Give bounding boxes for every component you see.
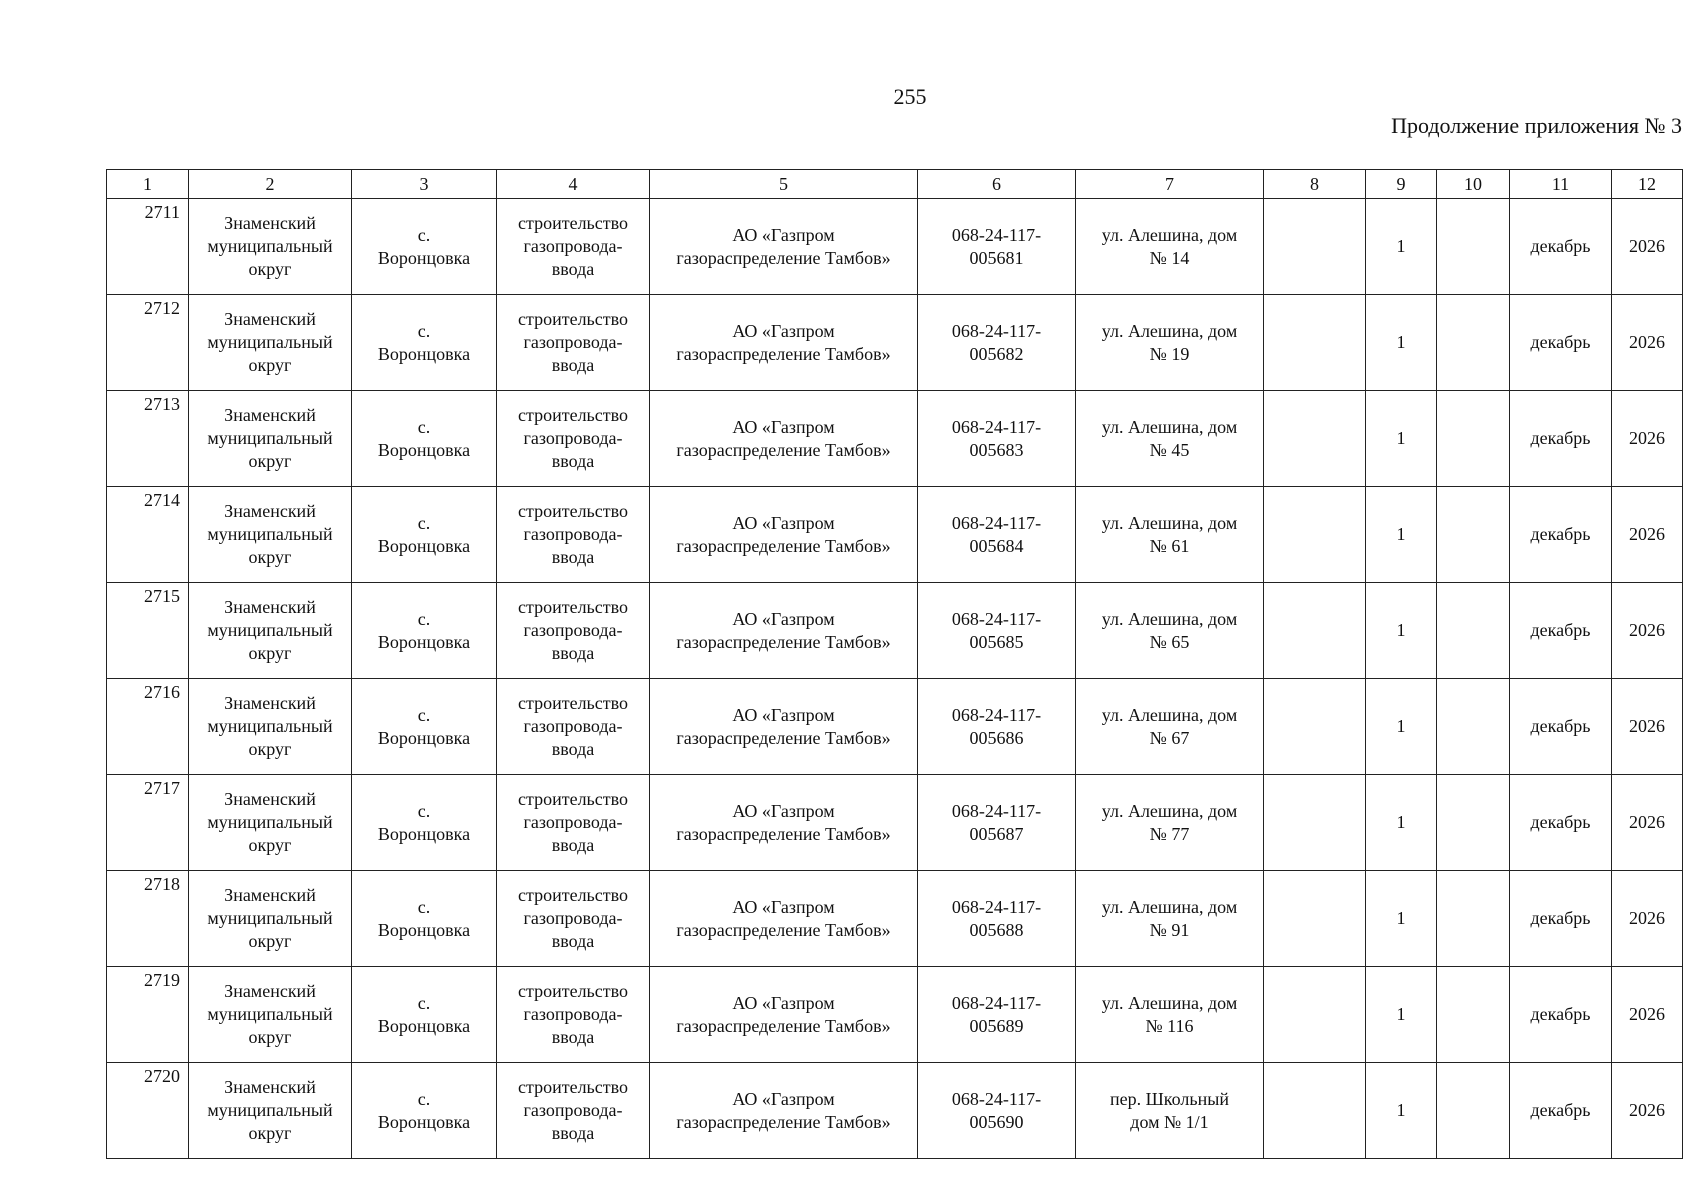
cell-work-type-line: строительство	[518, 789, 628, 809]
cell-month: декабрь	[1510, 295, 1612, 391]
cell-organization-line: газораспределение Тамбов»	[676, 1015, 891, 1036]
cell-year: 2026	[1612, 391, 1683, 487]
cell-organization	[650, 295, 918, 391]
cell-row-number: 2718	[107, 871, 189, 967]
cell-col8	[1264, 1063, 1366, 1159]
cell-address	[1076, 871, 1264, 967]
cell-organization-line: АО «Газпром	[732, 992, 835, 1013]
column-number-row	[107, 170, 1683, 199]
cell-settlement-line: с.	[417, 896, 431, 917]
cell-work-type	[497, 391, 650, 487]
cell-address-line: № 91	[1149, 919, 1190, 940]
cell-organization-line: АО «Газпром	[732, 608, 835, 629]
cell-settlement-line: Воронцовка	[377, 247, 471, 268]
cell-address-line: ул. Алешина, дом	[1101, 224, 1238, 245]
cell-settlement-line: с.	[417, 1088, 431, 1109]
cell-address	[1076, 391, 1264, 487]
cell-work-type-line: ввода	[551, 739, 595, 759]
cell-organization-line: газораспределение Тамбов»	[676, 535, 891, 556]
cell-settlement-line: Воронцовка	[377, 823, 471, 844]
table-row	[107, 871, 1683, 967]
cell-work-type-line: строительство	[518, 981, 628, 1001]
cell-work-type-line: ввода	[551, 259, 595, 279]
cell-quantity: 1	[1366, 199, 1437, 295]
cell-district-line: муниципальный	[207, 908, 333, 928]
cell-work-type-line: газопровода-	[523, 908, 623, 928]
column-header: 5	[650, 170, 918, 199]
cell-district-line: Знаменский	[224, 309, 316, 329]
cell-district-line: муниципальный	[207, 620, 333, 640]
cell-organization	[650, 871, 918, 967]
cell-settlement-line: с.	[417, 224, 431, 245]
cell-settlement-line: Воронцовка	[377, 1015, 471, 1036]
cell-address-line: пер. Школьный	[1110, 1088, 1229, 1109]
cell-district	[189, 583, 352, 679]
cell-work-type-line: газопровода-	[523, 716, 623, 736]
cell-work-type-line: газопровода-	[523, 1004, 623, 1024]
cell-district	[189, 199, 352, 295]
column-header: 9	[1366, 170, 1437, 199]
cell-settlement-line: Воронцовка	[377, 1111, 471, 1132]
cell-organization-line: АО «Газпром	[732, 704, 835, 725]
cell-district	[189, 391, 352, 487]
cell-settlement-line: с.	[417, 320, 431, 341]
cell-district-line: муниципальный	[207, 1004, 333, 1024]
cell-year: 2026	[1612, 1063, 1683, 1159]
cell-quantity: 1	[1366, 775, 1437, 871]
column-header: 7	[1076, 170, 1264, 199]
cell-work-type-line: газопровода-	[523, 332, 623, 352]
cell-work-type	[497, 871, 650, 967]
cell-object-code-line: 005681	[969, 247, 1024, 268]
cell-district	[189, 1063, 352, 1159]
cell-district-line: Знаменский	[224, 981, 316, 1001]
cell-settlement-line: Воронцовка	[377, 919, 471, 940]
cell-work-type-line: газопровода-	[523, 236, 623, 256]
cell-district-line: округ	[248, 1123, 292, 1143]
cell-row-number: 2713	[107, 391, 189, 487]
cell-organization-line: АО «Газпром	[732, 1088, 835, 1109]
cell-settlement-line: Воронцовка	[377, 439, 471, 460]
cell-col10	[1437, 679, 1510, 775]
cell-settlement-line: Воронцовка	[377, 631, 471, 652]
cell-row-number: 2720	[107, 1063, 189, 1159]
page-number: 255	[893, 84, 927, 109]
cell-quantity: 1	[1366, 487, 1437, 583]
cell-row-number: 2711	[107, 199, 189, 295]
cell-settlement	[352, 775, 497, 871]
cell-work-type-line: ввода	[551, 1027, 595, 1047]
cell-work-type-line: ввода	[551, 1123, 595, 1143]
appendix-continuation-label: Продолжение приложения № 3	[1391, 113, 1682, 138]
cell-district	[189, 967, 352, 1063]
cell-object-code-line: 005688	[969, 919, 1024, 940]
cell-address-line: № 77	[1149, 823, 1190, 844]
cell-address-line: № 61	[1149, 535, 1190, 556]
cell-month: декабрь	[1510, 199, 1612, 295]
cell-district-line: округ	[248, 259, 292, 279]
cell-address-line: ул. Алешина, дом	[1101, 608, 1238, 629]
cell-object-code-line: 005685	[969, 631, 1024, 652]
cell-district	[189, 679, 352, 775]
cell-object-code	[918, 583, 1076, 679]
cell-object-code-line: 005689	[969, 1015, 1024, 1036]
cell-organization-line: газораспределение Тамбов»	[676, 631, 891, 652]
cell-month: декабрь	[1510, 775, 1612, 871]
cell-district	[189, 871, 352, 967]
cell-work-type-line: газопровода-	[523, 812, 623, 832]
cell-organization	[650, 487, 918, 583]
cell-object-code-line: 005687	[969, 823, 1024, 844]
cell-district-line: Знаменский	[224, 885, 316, 905]
cell-district-line: округ	[248, 1027, 292, 1047]
cell-col8	[1264, 391, 1366, 487]
cell-work-type-line: строительство	[518, 693, 628, 713]
cell-row-number: 2719	[107, 967, 189, 1063]
cell-settlement-line: с.	[417, 416, 431, 437]
cell-row-number: 2714	[107, 487, 189, 583]
cell-object-code-line: 068-24-117-	[951, 704, 1042, 725]
cell-object-code	[918, 1063, 1076, 1159]
column-header: 8	[1264, 170, 1366, 199]
cell-work-type-line: строительство	[518, 1077, 628, 1097]
cell-address-line: № 19	[1149, 343, 1190, 364]
cell-organization-line: АО «Газпром	[732, 224, 835, 245]
cell-work-type-line: ввода	[551, 931, 595, 951]
table-row	[107, 295, 1683, 391]
cell-district-line: муниципальный	[207, 716, 333, 736]
cell-organization-line: газораспределение Тамбов»	[676, 823, 891, 844]
cell-district	[189, 487, 352, 583]
cell-col10	[1437, 583, 1510, 679]
cell-quantity: 1	[1366, 967, 1437, 1063]
cell-year: 2026	[1612, 871, 1683, 967]
cell-district-line: муниципальный	[207, 236, 333, 256]
cell-district-line: округ	[248, 547, 292, 567]
cell-col8	[1264, 775, 1366, 871]
cell-district-line: округ	[248, 355, 292, 375]
cell-year: 2026	[1612, 775, 1683, 871]
cell-settlement	[352, 295, 497, 391]
cell-address-line: № 14	[1149, 247, 1190, 268]
cell-organization	[650, 1063, 918, 1159]
cell-organization-line: газораспределение Тамбов»	[676, 343, 891, 364]
cell-col10	[1437, 871, 1510, 967]
cell-district-line: муниципальный	[207, 524, 333, 544]
table-body	[107, 199, 1683, 1159]
registry-table	[106, 169, 1683, 1159]
cell-work-type-line: газопровода-	[523, 620, 623, 640]
cell-organization-line: газораспределение Тамбов»	[676, 1111, 891, 1132]
cell-quantity: 1	[1366, 295, 1437, 391]
cell-address-line: ул. Алешина, дом	[1101, 896, 1238, 917]
cell-year: 2026	[1612, 583, 1683, 679]
cell-organization	[650, 199, 918, 295]
cell-object-code-line: 068-24-117-	[951, 320, 1042, 341]
cell-col8	[1264, 583, 1366, 679]
table-row	[107, 775, 1683, 871]
cell-year: 2026	[1612, 967, 1683, 1063]
cell-organization-line: АО «Газпром	[732, 512, 835, 533]
cell-object-code-line: 068-24-117-	[951, 416, 1042, 437]
cell-work-type-line: ввода	[551, 835, 595, 855]
cell-organization-line: АО «Газпром	[732, 416, 835, 437]
cell-address	[1076, 199, 1264, 295]
cell-district-line: Знаменский	[224, 789, 316, 809]
cell-quantity: 1	[1366, 1063, 1437, 1159]
cell-settlement-line: с.	[417, 704, 431, 725]
cell-district	[189, 295, 352, 391]
table-row	[107, 487, 1683, 583]
cell-address-line: ул. Алешина, дом	[1101, 416, 1238, 437]
cell-quantity: 1	[1366, 871, 1437, 967]
cell-work-type	[497, 775, 650, 871]
cell-address-line: № 45	[1149, 439, 1190, 460]
cell-address-line: ул. Алешина, дом	[1101, 512, 1238, 533]
cell-year: 2026	[1612, 295, 1683, 391]
cell-row-number: 2712	[107, 295, 189, 391]
cell-col10	[1437, 1063, 1510, 1159]
cell-address-line: № 65	[1149, 631, 1190, 652]
cell-settlement-line: с.	[417, 512, 431, 533]
cell-object-code-line: 068-24-117-	[951, 512, 1042, 533]
cell-col8	[1264, 871, 1366, 967]
cell-settlement-line: с.	[417, 992, 431, 1013]
column-header: 4	[497, 170, 650, 199]
cell-district-line: Знаменский	[224, 213, 316, 233]
cell-object-code-line: 068-24-117-	[951, 992, 1042, 1013]
cell-settlement	[352, 391, 497, 487]
cell-organization	[650, 679, 918, 775]
cell-organization	[650, 391, 918, 487]
cell-row-number: 2717	[107, 775, 189, 871]
cell-object-code-line: 068-24-117-	[951, 896, 1042, 917]
cell-settlement-line: с.	[417, 800, 431, 821]
cell-district-line: округ	[248, 643, 292, 663]
cell-district-line: Знаменский	[224, 693, 316, 713]
cell-settlement	[352, 871, 497, 967]
cell-district-line: округ	[248, 451, 292, 471]
cell-work-type	[497, 1063, 650, 1159]
cell-address-line: дом № 1/1	[1130, 1111, 1209, 1132]
cell-organization-line: газораспределение Тамбов»	[676, 727, 891, 748]
table-row	[107, 1063, 1683, 1159]
cell-settlement-line: с.	[417, 608, 431, 629]
cell-work-type	[497, 295, 650, 391]
cell-district-line: Знаменский	[224, 597, 316, 617]
cell-work-type-line: ввода	[551, 643, 595, 663]
cell-col10	[1437, 295, 1510, 391]
cell-organization-line: газораспределение Тамбов»	[676, 247, 891, 268]
cell-address	[1076, 1063, 1264, 1159]
cell-col8	[1264, 295, 1366, 391]
table-row	[107, 679, 1683, 775]
column-header: 11	[1510, 170, 1612, 199]
table-row	[107, 967, 1683, 1063]
cell-object-code	[918, 775, 1076, 871]
cell-month: декабрь	[1510, 871, 1612, 967]
cell-settlement-line: Воронцовка	[377, 535, 471, 556]
cell-address	[1076, 583, 1264, 679]
cell-object-code	[918, 295, 1076, 391]
cell-object-code	[918, 391, 1076, 487]
cell-col10	[1437, 487, 1510, 583]
cell-month: декабрь	[1510, 1063, 1612, 1159]
cell-quantity: 1	[1366, 679, 1437, 775]
cell-district-line: Знаменский	[224, 405, 316, 425]
cell-address	[1076, 679, 1264, 775]
cell-district-line: округ	[248, 835, 292, 855]
cell-year: 2026	[1612, 487, 1683, 583]
cell-col10	[1437, 391, 1510, 487]
cell-address-line: ул. Алешина, дом	[1101, 704, 1238, 725]
cell-organization-line: газораспределение Тамбов»	[676, 439, 891, 460]
cell-work-type-line: строительство	[518, 885, 628, 905]
cell-settlement-line: Воронцовка	[377, 343, 471, 364]
cell-organization-line: АО «Газпром	[732, 320, 835, 341]
cell-district-line: муниципальный	[207, 332, 333, 352]
cell-settlement-line: Воронцовка	[377, 727, 471, 748]
cell-col10	[1437, 967, 1510, 1063]
cell-settlement	[352, 967, 497, 1063]
cell-work-type-line: строительство	[518, 405, 628, 425]
cell-district-line: муниципальный	[207, 1100, 333, 1120]
cell-row-number: 2715	[107, 583, 189, 679]
table-row	[107, 199, 1683, 295]
cell-address	[1076, 775, 1264, 871]
cell-address-line: ул. Алешина, дом	[1101, 992, 1238, 1013]
cell-object-code-line: 068-24-117-	[951, 1088, 1042, 1109]
column-header: 10	[1437, 170, 1510, 199]
cell-object-code-line: 005690	[969, 1111, 1024, 1132]
cell-address-line: № 116	[1145, 1015, 1194, 1036]
cell-object-code-line: 005684	[969, 535, 1024, 556]
cell-organization-line: газораспределение Тамбов»	[676, 919, 891, 940]
cell-work-type	[497, 583, 650, 679]
cell-year: 2026	[1612, 679, 1683, 775]
cell-district-line: округ	[248, 931, 292, 951]
column-header: 3	[352, 170, 497, 199]
cell-address-line: ул. Алешина, дом	[1101, 320, 1238, 341]
cell-work-type	[497, 679, 650, 775]
cell-settlement	[352, 487, 497, 583]
cell-organization	[650, 775, 918, 871]
cell-work-type	[497, 487, 650, 583]
cell-address	[1076, 487, 1264, 583]
cell-address-line: ул. Алешина, дом	[1101, 800, 1238, 821]
column-header: 2	[189, 170, 352, 199]
cell-object-code-line: 068-24-117-	[951, 608, 1042, 629]
cell-organization	[650, 967, 918, 1063]
cell-col8	[1264, 679, 1366, 775]
cell-object-code-line: 005682	[969, 343, 1024, 364]
cell-work-type-line: строительство	[518, 501, 628, 521]
cell-settlement	[352, 1063, 497, 1159]
cell-col8	[1264, 967, 1366, 1063]
cell-object-code	[918, 679, 1076, 775]
cell-month: декабрь	[1510, 967, 1612, 1063]
cell-col8	[1264, 487, 1366, 583]
cell-address	[1076, 967, 1264, 1063]
cell-object-code-line: 068-24-117-	[951, 800, 1042, 821]
cell-object-code-line: 005686	[969, 727, 1024, 748]
cell-work-type-line: строительство	[518, 309, 628, 329]
cell-month: декабрь	[1510, 679, 1612, 775]
cell-address	[1076, 295, 1264, 391]
cell-work-type-line: строительство	[518, 597, 628, 617]
cell-object-code-line: 005683	[969, 439, 1024, 460]
cell-settlement	[352, 583, 497, 679]
cell-month: декабрь	[1510, 487, 1612, 583]
cell-district-line: муниципальный	[207, 812, 333, 832]
column-header: 6	[918, 170, 1076, 199]
cell-work-type	[497, 199, 650, 295]
cell-object-code	[918, 967, 1076, 1063]
cell-organization-line: АО «Газпром	[732, 896, 835, 917]
cell-district-line: муниципальный	[207, 428, 333, 448]
cell-organization	[650, 583, 918, 679]
cell-work-type-line: ввода	[551, 547, 595, 567]
table-row	[107, 583, 1683, 679]
column-header: 12	[1612, 170, 1683, 199]
cell-col8	[1264, 199, 1366, 295]
cell-settlement	[352, 199, 497, 295]
cell-object-code-line: 068-24-117-	[951, 224, 1042, 245]
cell-work-type	[497, 967, 650, 1063]
cell-address-line: № 67	[1149, 727, 1190, 748]
cell-row-number: 2716	[107, 679, 189, 775]
cell-work-type-line: газопровода-	[523, 1100, 623, 1120]
cell-month: декабрь	[1510, 391, 1612, 487]
cell-district-line: Знаменский	[224, 501, 316, 521]
cell-work-type-line: ввода	[551, 355, 595, 375]
cell-work-type-line: строительство	[518, 213, 628, 233]
cell-col10	[1437, 199, 1510, 295]
cell-organization-line: АО «Газпром	[732, 800, 835, 821]
cell-work-type-line: газопровода-	[523, 524, 623, 544]
cell-work-type-line: газопровода-	[523, 428, 623, 448]
cell-col10	[1437, 775, 1510, 871]
cell-quantity: 1	[1366, 391, 1437, 487]
cell-work-type-line: ввода	[551, 451, 595, 471]
cell-settlement	[352, 679, 497, 775]
column-header: 1	[107, 170, 189, 199]
cell-district	[189, 775, 352, 871]
cell-object-code	[918, 199, 1076, 295]
cell-month: декабрь	[1510, 583, 1612, 679]
cell-year: 2026	[1612, 199, 1683, 295]
cell-object-code	[918, 871, 1076, 967]
cell-district-line: округ	[248, 739, 292, 759]
table-row	[107, 391, 1683, 487]
cell-district-line: Знаменский	[224, 1077, 316, 1097]
cell-quantity: 1	[1366, 583, 1437, 679]
cell-object-code	[918, 487, 1076, 583]
